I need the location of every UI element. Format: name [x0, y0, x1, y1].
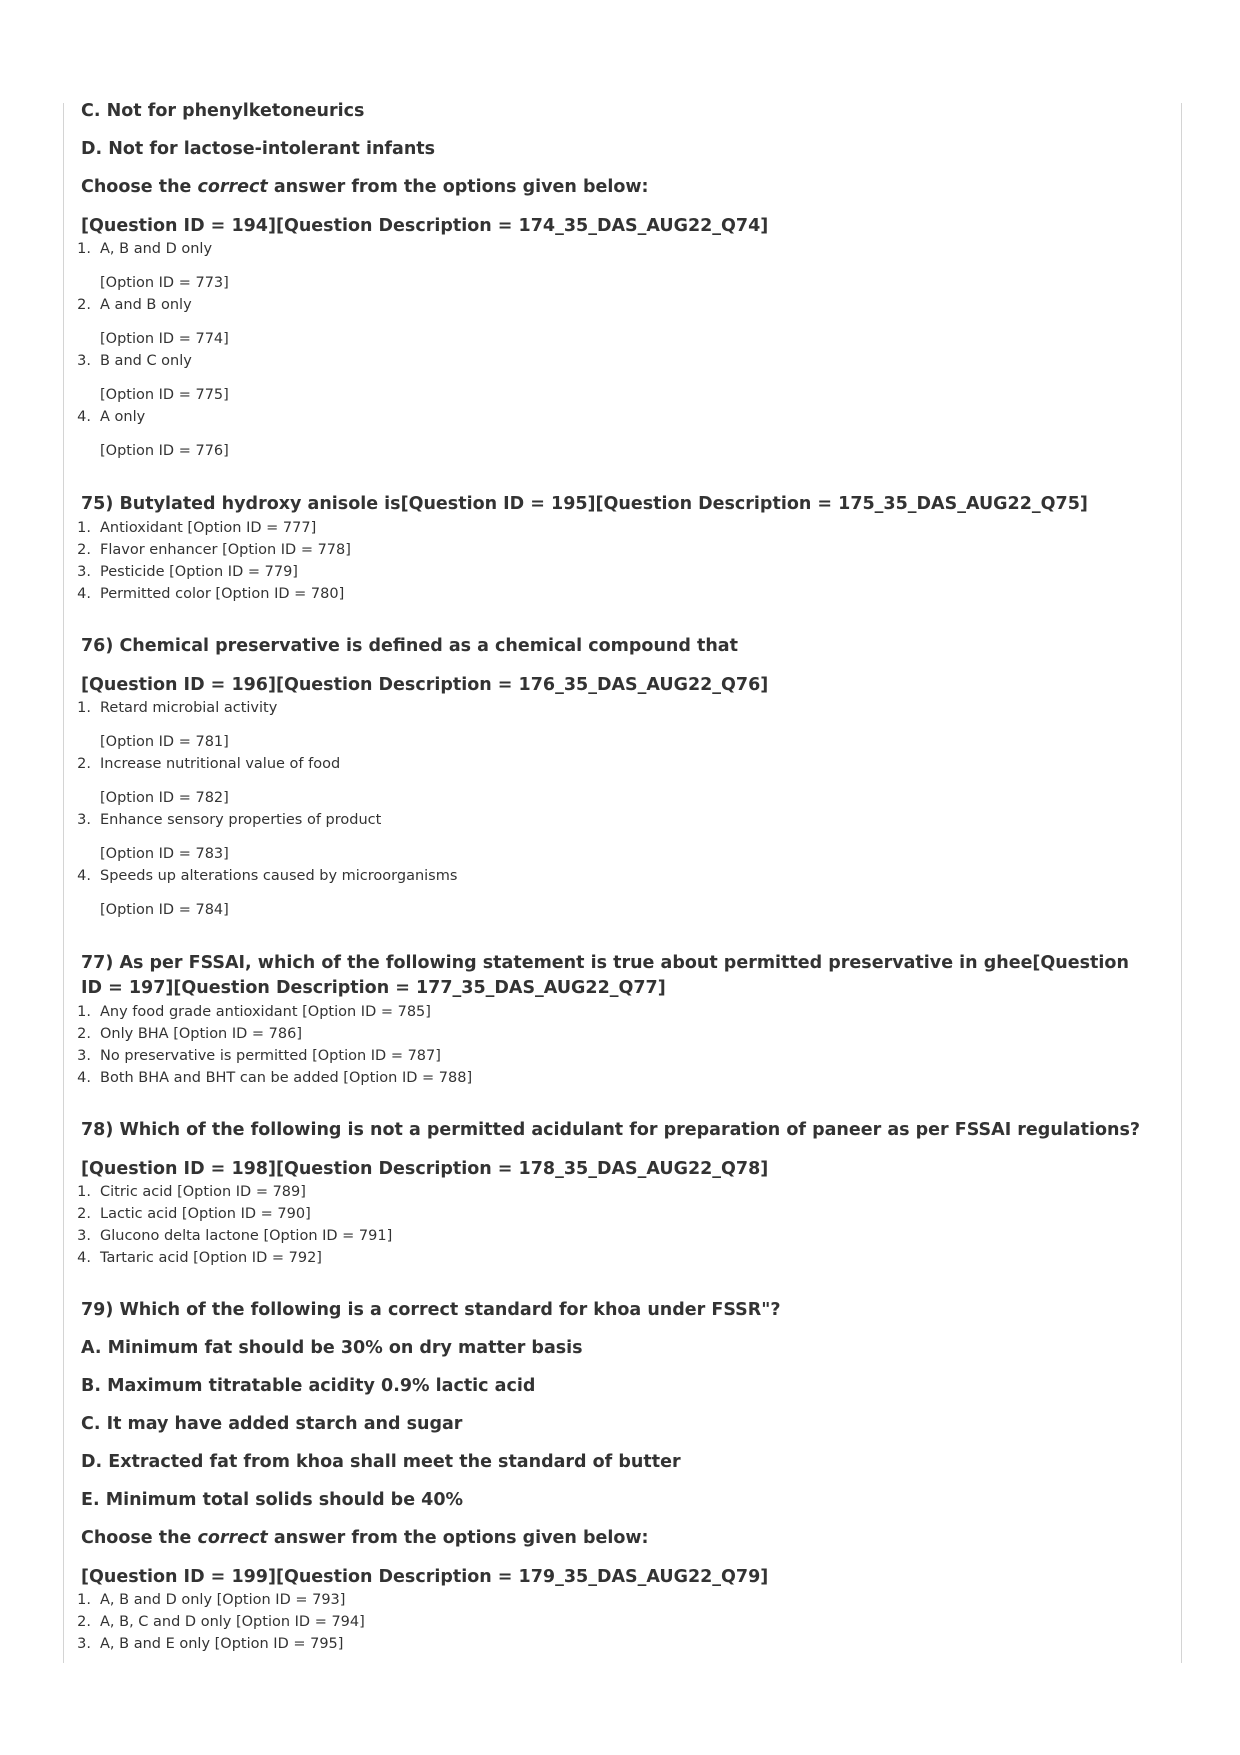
statement-c: C. Not for phenylketoneurics	[81, 101, 365, 121]
option-item: 3. A, B and E only [Option ID = 795]	[77, 1636, 344, 1652]
option-list	[0, 1589, 1240, 1655]
option-item: 3. No preservative is permitted [Option ID = 787]	[77, 1048, 441, 1064]
question-id-line: [Question ID = 196][Question Description = 176_35_DAS_AUG22_Q76]	[81, 675, 769, 695]
question-heading: 75) Butylated hydroxy anisole is[Question ID = 195][Question Description = 175_35_DAS_AUG22_Q75]	[81, 494, 1088, 514]
question-id-line: [Question ID = 199][Question Description = 179_35_DAS_AUG22_Q79]	[81, 1567, 769, 1587]
question-heading: 77) As per FSSAI, which of the following statement is true about permitted preservative in ghee[Question ID = 197][Question Description = 177_35_DAS_AUG22_Q77]	[81, 953, 1129, 998]
option-item: 4. A only [Option ID = 776]	[77, 409, 229, 459]
option-item: 2. A and B only [Option ID = 774]	[77, 297, 229, 347]
question-79	[0, 1299, 1240, 1655]
question-77	[0, 951, 1240, 1089]
option-item: 4. Permitted color [Option ID = 780]	[77, 586, 345, 602]
statement-d: D. Not for lactose-intolerant infants	[81, 139, 436, 159]
option-item: 1. Citric acid [Option ID = 789]	[77, 1184, 306, 1200]
question-78	[0, 1119, 1240, 1269]
statement-e: E. Minimum total solids should be 40%	[81, 1490, 464, 1510]
option-item: 2. Flavor enhancer [Option ID = 778]	[77, 542, 351, 558]
option-item: 1. A, B and D only [Option ID = 793]	[77, 1592, 346, 1608]
question-heading: 79) Which of the following is a correct standard for khoa under FSSR"?	[81, 1300, 781, 1320]
option-item: 4. Tartaric acid [Option ID = 792]	[77, 1250, 322, 1266]
option-item: 1. A, B and D only [Option ID = 773]	[77, 241, 229, 291]
option-item: 3. Glucono delta lactone [Option ID = 791]	[77, 1228, 393, 1244]
question-heading: 78) Which of the following is not a permitted acidulant for preparation of paneer as per FSSAI regulations?	[81, 1120, 1141, 1140]
question-76	[0, 635, 1240, 921]
option-item: 1. Antioxidant [Option ID = 777]	[77, 520, 317, 536]
choose-instruction: Choose the correct answer from the options given below:	[81, 177, 649, 197]
option-item: 4. Both BHA and BHT can be added [Option ID = 788]	[77, 1070, 473, 1086]
option-item: 3. Enhance sensory properties of product [Option ID = 783]	[77, 812, 382, 862]
statement-b: B. Maximum titratable acidity 0.9% lactic acid	[81, 1376, 536, 1396]
question-heading: 76) Chemical preservative is defined as a chemical compound that	[81, 636, 738, 656]
option-item: 4. Speeds up alterations caused by microorganisms [Option ID = 784]	[77, 868, 458, 918]
option-item: 1. Retard microbial activity [Option ID = 781]	[77, 700, 278, 750]
choose-instruction: Choose the correct answer from the options given below:	[81, 1528, 649, 1548]
option-list	[0, 238, 1240, 462]
statement-c: C. It may have added starch and sugar	[81, 1414, 463, 1434]
option-item: 3. B and C only [Option ID = 775]	[77, 353, 229, 403]
statement-d: D. Extracted fat from khoa shall meet the standard of butter	[81, 1452, 681, 1472]
statement-a: A. Minimum fat should be 30% on dry matter basis	[81, 1338, 583, 1358]
option-list	[0, 1181, 1240, 1269]
option-list	[0, 1001, 1240, 1089]
option-item: 2. A, B, C and D only [Option ID = 794]	[77, 1614, 365, 1630]
question-id-line: [Question ID = 194][Question Description = 174_35_DAS_AUG22_Q74]	[81, 216, 769, 236]
question-paper	[0, 100, 1240, 1655]
option-item: 2. Increase nutritional value of food [Option ID = 782]	[77, 756, 341, 806]
option-list	[0, 697, 1240, 921]
option-item: 2. Lactic acid [Option ID = 790]	[77, 1206, 311, 1222]
option-list	[0, 517, 1240, 605]
option-item: 3. Pesticide [Option ID = 779]	[77, 564, 298, 580]
question-74	[0, 100, 1240, 462]
question-id-line: [Question ID = 198][Question Description = 178_35_DAS_AUG22_Q78]	[81, 1159, 769, 1179]
option-item: 1. Any food grade antioxidant [Option ID = 785]	[77, 1004, 431, 1020]
question-75	[0, 492, 1240, 605]
option-item: 2. Only BHA [Option ID = 786]	[77, 1026, 303, 1042]
